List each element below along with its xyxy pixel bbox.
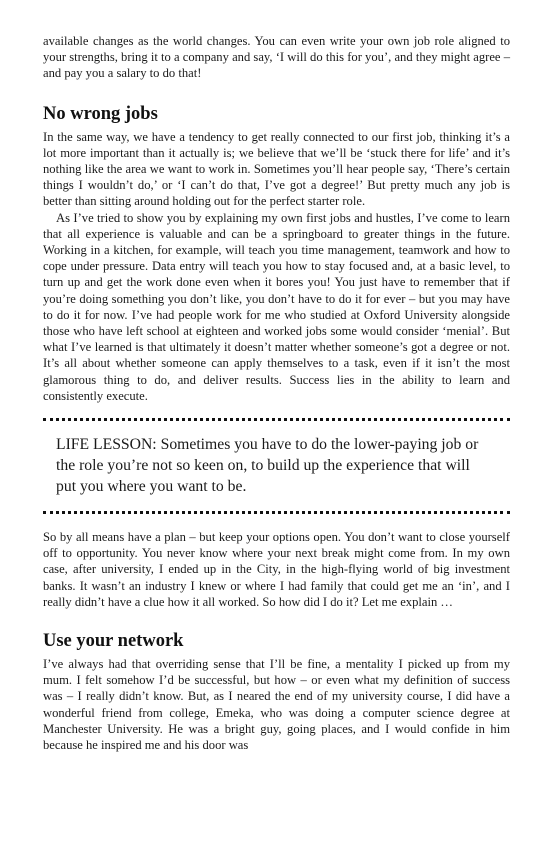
heading-no-wrong-jobs: No wrong jobs <box>43 103 158 124</box>
paragraph-network: I’ve always had that overriding sense that I’ll be fine, a mentality I picked up from my mum. I felt somehow I’d be successful, but how – or even what my definition of success was – I really didn’t know. But, as I neared the end of my university course, I did have a wonderful friend from college, Emeka, who was doing a computer science degree at Manchester University. He was a bright guy, going places, and I would confide in him because he inspired me and his door was <box>43 657 510 753</box>
paragraph-experience: As I’ve tried to show you by explaining my own first jobs and hustles, I’ve come to learn that all experience is valuable and can be a springboard to greater things in the future. Working in a kitchen, for example, will teach you time management, teamwork and how to cope under pressure. Data entry will teach you how to stay focused and, at a basic level, to turn up and get the work done even when it bores you! You just have to remember that if you’re doing something you don’t like, you don’t have to do it for ever – but you may have to do it for now. I’ve had people work for me who studied at Oxford University alongside those who have left school at eighteen and worked jobs some would consider ‘menial’. But what I’ve learned is that ultimately it doesn’t matter whether someone’s got a degree or not. It’s all about whether someone can apply themselves to a task, even if it isn’t the most glamorous thing to do, and deliver results. Success lies in the ability to learn and consistently execute. <box>43 210 510 403</box>
paragraph-first-job: In the same way, we have a tendency to get really connected to our first job, thinking it’s a lot more important than it actually is; we believe that we’ll be ‘stuck there for life’ and it’s nothing like the area we want to work in. Sometimes you’ll hear people say, ‘There’s certain things I wouldn’t do,’ or ‘I can’t do that, I’ve got a degree!’ But pretty much any job is better than sitting around holding out for the perfect starter role. <box>43 129 510 209</box>
life-lesson-callout <box>43 418 510 514</box>
paragraph-keep-options-open: So by all means have a plan – but keep your options open. You don’t want to close yourself off to opportunity. You never know where your next break might come from. In my own case, after university, I ended up in the City, in the high-flying world of big investment banks. It wasn’t an industry I knew or where I had family that could get me an ‘in’, and I really didn’t have a clue how it all worked. So how did I do it? Let me explain … <box>43 530 510 609</box>
heading-use-your-network: Use your network <box>43 631 184 652</box>
dotted-divider-top <box>43 418 510 421</box>
intro-paragraph: available changes as the world changes. You can even write your own job role aligned to your strengths, bring it to a company and say, ‘I will do this for you’, and they might agree – and pay you a salary to do that! <box>43 34 510 81</box>
life-lesson-text: LIFE LESSON: Sometimes you have to do the lower-paying job or the role you’re not so keen on, to build up the experience that will put you where you want to be. <box>56 436 479 496</box>
dotted-divider-bottom <box>43 511 510 514</box>
book-page <box>43 33 510 753</box>
